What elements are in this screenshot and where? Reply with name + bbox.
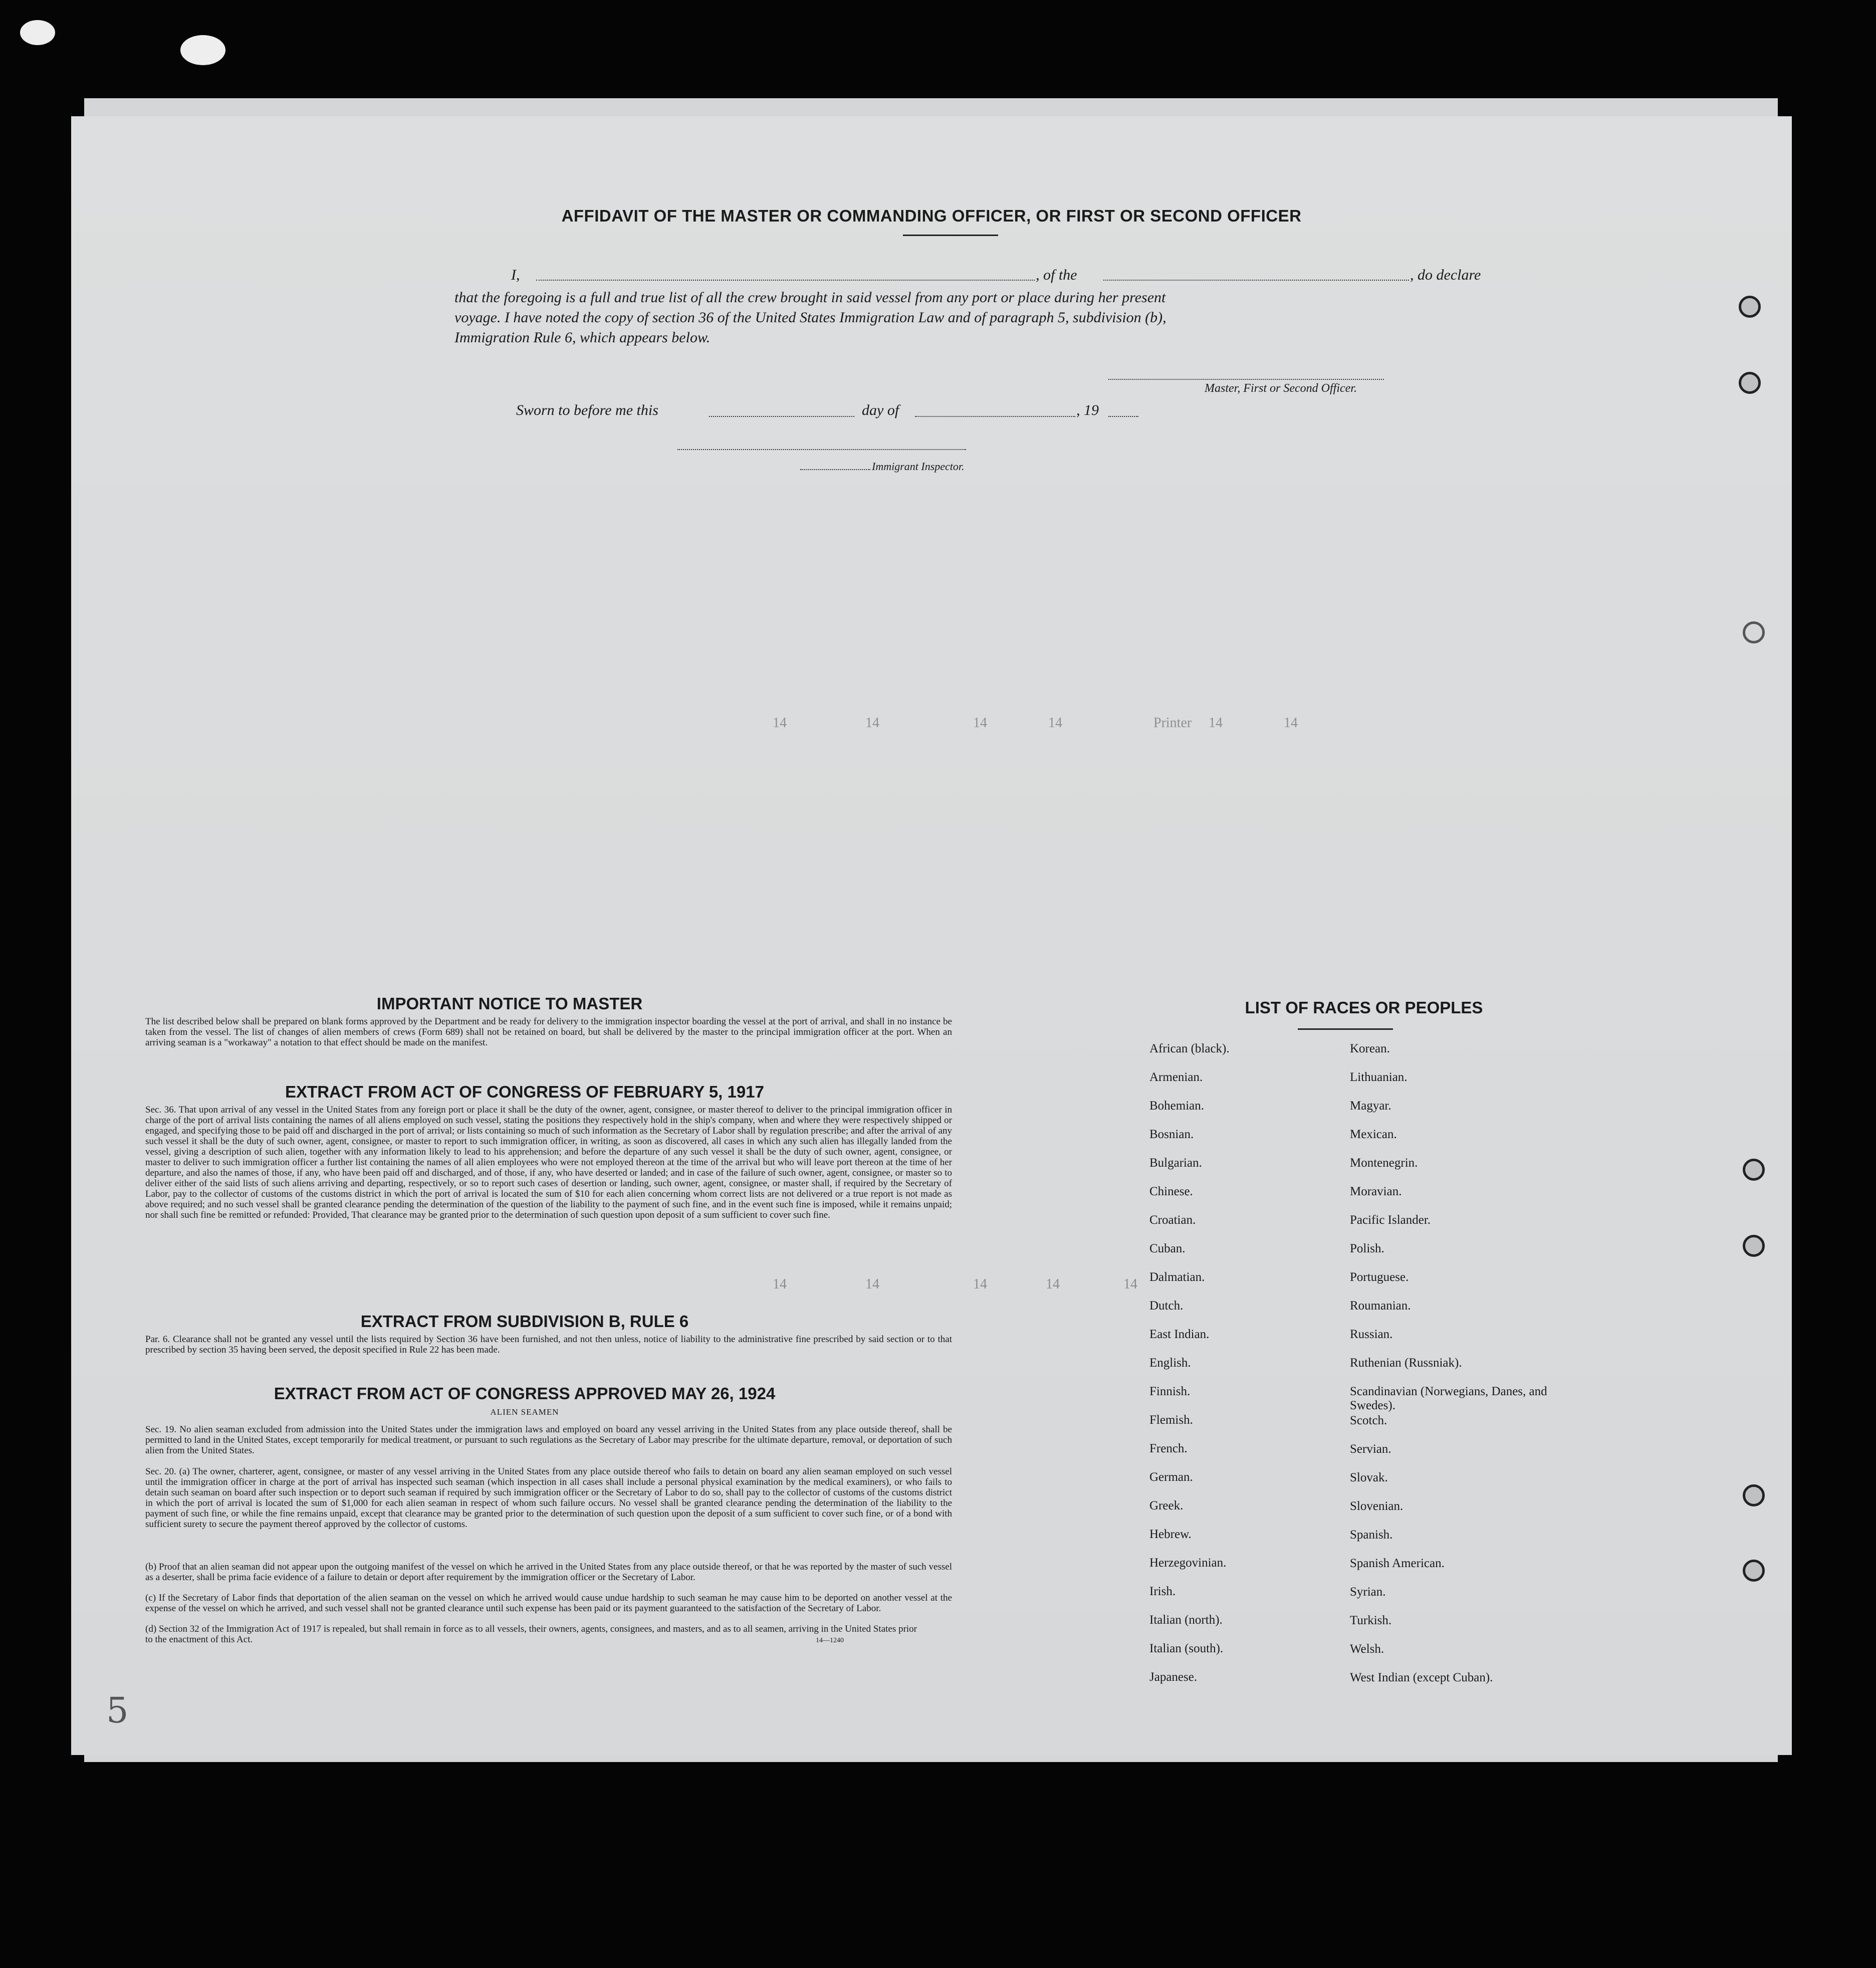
race-item: African (black). bbox=[1149, 1042, 1230, 1055]
race-item: German. bbox=[1149, 1470, 1193, 1484]
race-item: Roumanian. bbox=[1350, 1299, 1411, 1313]
extract-rule6-text: Par. 6. Clearance shall not be granted any vessel until the lists required by Section 36 have been furnished, and not then unless, notice of liability to the administrative fine prescribed by said section or to that prescribed by section 35 having been served, the deposit specified in Rule 22 has been made. bbox=[145, 1334, 952, 1355]
bleed-value: 14 bbox=[1284, 715, 1298, 731]
race-item: Spanish American. bbox=[1350, 1557, 1445, 1570]
race-item: Moravian. bbox=[1350, 1185, 1402, 1198]
race-item: Bosnian. bbox=[1149, 1128, 1194, 1141]
race-item: Japanese. bbox=[1149, 1670, 1198, 1684]
race-item: Korean. bbox=[1350, 1042, 1390, 1055]
extract-1924-title: EXTRACT FROM ACT OF CONGRESS APPROVED MAY 26, 1924 bbox=[274, 1384, 776, 1403]
title-underline bbox=[903, 235, 998, 236]
bleed-value: 14 bbox=[865, 1276, 879, 1292]
race-item: Chinese. bbox=[1149, 1185, 1193, 1198]
race-item: Finnish. bbox=[1149, 1385, 1191, 1398]
affidavit-body-2: voyage. I have noted the copy of section 36 of the United States Immigration Law and of paragraph 5, subdivision (b), bbox=[454, 309, 1166, 326]
extract-rule6-title: EXTRACT FROM SUBDIVISION B, RULE 6 bbox=[360, 1312, 689, 1331]
name-field[interactable] bbox=[536, 280, 1035, 281]
do-declare-label: , do declare bbox=[1410, 267, 1481, 283]
day-of-label: day of bbox=[862, 402, 899, 418]
vessel-field[interactable] bbox=[1103, 280, 1409, 281]
race-item: Pacific Islander. bbox=[1350, 1213, 1431, 1227]
race-item: Bulgarian. bbox=[1149, 1156, 1202, 1170]
race-item: Russian. bbox=[1350, 1328, 1393, 1341]
affidavit-title: AFFIDAVIT OF THE MASTER OR COMMANDING OFFICER, OR FIRST OR SECOND OFFICER bbox=[561, 206, 1302, 225]
races-title-underline bbox=[1298, 1028, 1393, 1030]
race-item: Servian. bbox=[1350, 1442, 1391, 1456]
race-item: Greek. bbox=[1149, 1499, 1184, 1512]
bleed-value: 14 bbox=[1123, 1276, 1137, 1292]
bleed-value: Printer bbox=[1153, 715, 1192, 731]
race-item: Scotch. bbox=[1350, 1414, 1387, 1427]
race-item: Croatian. bbox=[1149, 1213, 1196, 1227]
bleed-value: 14 bbox=[1046, 1276, 1060, 1292]
affidavit-body-3: Immigration Rule 6, which appears below. bbox=[454, 329, 711, 346]
race-item: French. bbox=[1149, 1442, 1188, 1455]
race-item: West Indian (except Cuban). bbox=[1350, 1671, 1493, 1684]
document-page bbox=[71, 116, 1792, 1755]
sworn-label: Sworn to before me this bbox=[516, 402, 658, 418]
races-right-column bbox=[1349, 1041, 1569, 1699]
binder-hole bbox=[1743, 1560, 1765, 1582]
bleed-value: 14 bbox=[773, 1276, 787, 1292]
binder-hole bbox=[1743, 1235, 1765, 1257]
race-item: Ruthenian (Russniak). bbox=[1350, 1356, 1462, 1370]
alien-seamen-subtitle: ALIEN SEAMEN bbox=[490, 1407, 559, 1417]
bleed-value: 14 bbox=[973, 715, 987, 731]
race-item: Flemish. bbox=[1149, 1413, 1193, 1427]
race-item: Bohemian. bbox=[1149, 1099, 1205, 1113]
bleed-value: 14 bbox=[1209, 715, 1223, 731]
extract-1924-para-5: (d) Section 32 of the Immigration Act of 1917 is repealed, but shall remain in force as to all vessels, their owners, agents, consignees, and masters, and as to all seamen, arriving in the United States prior to the enactment of this Act. bbox=[145, 1624, 917, 1645]
race-item: Polish. bbox=[1350, 1242, 1384, 1255]
race-item: Lithuanian. bbox=[1350, 1070, 1408, 1084]
affidavit-body-1: that the foregoing is a full and true list of all the crew brought in said vessel from any port or place during her present bbox=[454, 289, 1166, 306]
extract-1924-para-4: (c) If the Secretary of Labor finds that deportation of the alien seaman on the vessel on which he arrived would cause undue hardship to such seaman he may cause him to be deported on another vessel at the expense of the vessel on which he arrived, and such vessel shall not be granted clearance until such expense has been paid or its payment guaranteed to the satisfaction of the Secretary of Labor. bbox=[145, 1593, 952, 1614]
race-item: Magyar. bbox=[1350, 1099, 1391, 1113]
bleed-value: 14 bbox=[1048, 715, 1062, 731]
binder-hole bbox=[1743, 1159, 1765, 1181]
extract-1917-title: EXTRACT FROM ACT OF CONGRESS OF FEBRUARY 5, 1917 bbox=[285, 1082, 764, 1101]
bleed-value: 14 bbox=[773, 715, 787, 731]
race-item: Armenian. bbox=[1149, 1070, 1203, 1084]
inspector-label: Immigrant Inspector. bbox=[872, 460, 965, 473]
i-label: I, bbox=[511, 267, 520, 283]
race-item: Scandinavian (Norwegians, Danes, and Swedes). bbox=[1350, 1385, 1547, 1412]
race-item: Dutch. bbox=[1149, 1299, 1184, 1313]
margin-handwritten-mark: 5 bbox=[106, 1690, 129, 1731]
race-item: Dalmatian. bbox=[1149, 1270, 1205, 1284]
race-item: Welsh. bbox=[1350, 1642, 1384, 1656]
binder-hole bbox=[1743, 1484, 1765, 1506]
form-number: 14—1240 bbox=[816, 1637, 844, 1644]
race-item: English. bbox=[1149, 1356, 1191, 1370]
races-title: LIST OF RACES OR PEOPLES bbox=[1245, 998, 1483, 1017]
extract-1917-text: Sec. 36. That upon arrival of any vessel in the United States from any foreign port or place it shall be the duty of the owner, agent, consignee, or master thereof to deliver to the principal immigration officer in charge of the port of arrival lists containing the names of all aliens employed on such vessel, stating the positions they respectively hold in the ship's company, when and where they were respectively shipped or engaged, and specifying those to be paid off and discharged in the port of arrival; or lists containing so much of such information as the Secretary of Labor shall by regulation prescribe; and after the arrival of any such vessel it shall be the duty of such owner, agent, consignee, or master to report to such immigration officer, in writing, as soon as discovered, all cases in which any such alien has illegally landed from the vessel, giving a description of such alien, together with any information likely to lead to his apprehension; and before the departure of any such vessel it shall be the duty of such owner, agent, consignee, or master to deliver to such immigration officer a further list containing the names of all alien employees who were not employed thereon at the time of the arrival but who will leave port thereon at the time of her departure, and also the names of those, if any, who have been paid off and discharged, and of those, if any, who have deserted or landed; and in case of the failure of such owner, agent, consignee, or master so to deliver either of the said lists of such aliens arriving and departing, respectively, or so to report such cases of desertion or landing, such owner, agent, consignee, or master shall, if required by the Secretary of Labor, pay to the collector of customs of the customs district in which the port of arrival is located the sum of $10 for each alien concerning whom correct lists are not delivered or a true report is not made as above required; and no such vessel shall be granted clearance pending the determination of the question of the liability to the payment of such fine, and in the event such fine is imposed, while it remains unpaid; nor shall such fine be remitted or refunded: Provided, That clearance may be granted prior to the determination of such question upon deposit of a sum sufficient to cover such fine. bbox=[145, 1105, 952, 1220]
race-item: Portuguese. bbox=[1350, 1270, 1409, 1284]
notice-text: The list described below shall be prepared on blank forms approved by the Department and be ready for delivery to the immigration inspector boarding the vessel at the port of arrival, and shall in no instance be taken from the vessel. The list of changes of alien members of crews (Form 689) shall not be retained on board, but shall be delivered by the master to the principal immigration officer at the port. When an arriving seaman is a "workaway" a notation to that effect should be made on the manifest. bbox=[145, 1016, 952, 1048]
inspector-prefix-rule[interactable] bbox=[800, 469, 870, 470]
binder-hole bbox=[1739, 296, 1761, 318]
master-signature-field[interactable] bbox=[1108, 379, 1384, 380]
bleed-value: 14 bbox=[973, 1276, 987, 1292]
bleed-value: 14 bbox=[865, 715, 879, 731]
binder-hole bbox=[1743, 621, 1765, 643]
race-item: Spanish. bbox=[1350, 1528, 1393, 1542]
race-item: Cuban. bbox=[1149, 1242, 1186, 1255]
race-item: Herzegovinian. bbox=[1149, 1556, 1227, 1570]
race-item: Italian (south). bbox=[1149, 1642, 1224, 1655]
binder-hole bbox=[1739, 372, 1761, 394]
race-item: Hebrew. bbox=[1149, 1527, 1192, 1541]
notice-title: IMPORTANT NOTICE TO MASTER bbox=[376, 994, 643, 1013]
race-item: Irish. bbox=[1149, 1585, 1176, 1598]
sworn-day-field[interactable] bbox=[709, 416, 854, 417]
of-the-label: , of the bbox=[1036, 267, 1077, 283]
race-item: Syrian. bbox=[1350, 1585, 1386, 1599]
race-item: Slovenian. bbox=[1350, 1499, 1403, 1513]
scan-corner-mark-2 bbox=[180, 35, 225, 65]
race-item: Italian (north). bbox=[1149, 1613, 1223, 1627]
scan-corner-mark bbox=[20, 20, 55, 45]
extract-1924-para-2: Sec. 20. (a) The owner, charterer, agent, consignee, or master of any vessel arriving in the United States from any place outside thereof who fails to detain on board any alien seaman employed on such vessel until the immigration officer in charge at the port of arrival has inspected such seaman (which inspection in all cases shall include a personal physical examination by the medical examiners), or who fails to detain such seaman on board after such inspection or to deport such seaman if required by such immigration officer or the Secretary of Labor to do so, shall pay to the collector of customs of the customs district in which the port of arrival is located the sum of $1,000 for each alien seaman in respect of whom such failure occurs. No vessel shall be granted clearance pending the determination of the liability to the payment of such fine, or while the fine remains unpaid, except that clearance may be granted prior to the determination of such question upon the deposit of a sum sufficient to cover such fine, or of a bond with sufficient surety to secure the payment thereof approved by the collector of customs. bbox=[145, 1466, 952, 1529]
race-item: Turkish. bbox=[1350, 1614, 1392, 1627]
races-left-column bbox=[1148, 1041, 1339, 1699]
inspector-signature-field[interactable] bbox=[677, 449, 966, 450]
year-label: , 19 bbox=[1076, 402, 1099, 418]
race-item: Slovak. bbox=[1350, 1471, 1388, 1484]
sworn-month-field[interactable] bbox=[915, 416, 1075, 417]
race-item: Mexican. bbox=[1350, 1128, 1397, 1141]
extract-1924-para-1: Sec. 19. No alien seaman excluded from admission into the United States under the immigration laws and employed on board any vessel arriving in the United States from any place outside thereof, shall be permitted to land in the United States, except temporarily for medical treatment, or pursuant to such regulations as the Secretary of Labor may prescribe for the ultimate departure, removal, or deportation of such alien from the United States. bbox=[145, 1424, 952, 1456]
extract-1924-para-3: (b) Proof that an alien seaman did not appear upon the outgoing manifest of the vessel on which he arrived in the United States from any place outside thereof, or that he was reported by the master of such vessel as a deserter, shall be prima facie evidence of a failure to detain or deport after requirement by the immigration officer or the Secretary of Labor. bbox=[145, 1562, 952, 1583]
sworn-year-field[interactable] bbox=[1108, 416, 1138, 417]
master-signature-label: Master, First or Second Officer. bbox=[1205, 382, 1357, 395]
race-item: Montenegrin. bbox=[1350, 1156, 1418, 1170]
race-item: East Indian. bbox=[1149, 1328, 1210, 1341]
